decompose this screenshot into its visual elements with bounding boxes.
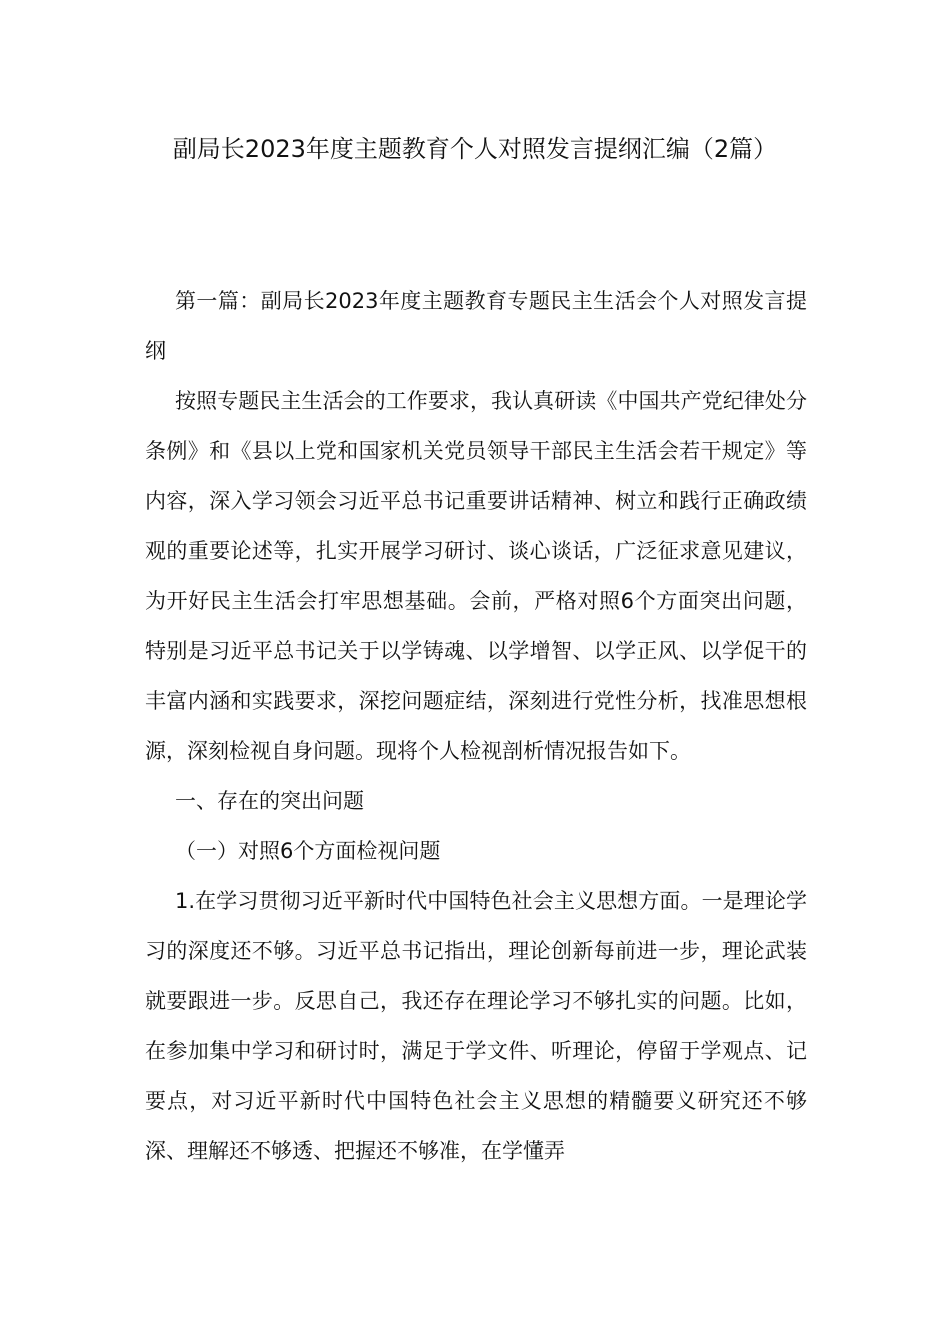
- subheading-six-aspects: （一）对照6个方面检视问题: [175, 839, 441, 863]
- paragraph-item-1: 1.在学习贯彻习近平新时代中国特色社会主义思想方面。一是理论学习的深度还不够。习近平总书记指出，理论创新每前进一步，理论武装就要跟进一步。反思自己，我还存在理论学习不够扎实的问题。比如，在参加集中学习和研讨时，满足于学文件、听理论，停留于学观点、记要点，对习近平新时代中国特色社会主义思想的精髓要义研究还不够深、理解还不够透、把握还不够准，在学懂弄: [145, 889, 807, 1163]
- document-body: [145, 276, 807, 1176]
- section-heading-part-one: 第一篇：副局长2023年度主题教育专题民主生活会个人对照发言提纲: [145, 289, 807, 363]
- document-title: 副局长2023年度主题教育个人对照发言提纲汇编（2篇）: [172, 135, 778, 163]
- intro-paragraph: 按照专题民主生活会的工作要求，我认真研读《中国共产党纪律处分条例》和《县以上党和国家机关党员领导干部民主生活会若干规定》等内容，深入学习领会习近平总书记重要讲话精神、树立和践行正确政绩观的重要论述等，扎实开展学习研讨、谈心谈话，广泛征求意见建议，为开好民主生活会打牢思想基础。会前，严格对照6个方面突出问题，特别是习近平总书记关于以学铸魂、以学增智、以学正风、以学促干的丰富内涵和实践要求，深挖问题症结，深刻进行党性分析，找准思想根源，深刻检视自身问题。现将个人检视剖析情况报告如下。: [145, 389, 807, 763]
- heading-outstanding-problems: 一、存在的突出问题: [175, 789, 364, 813]
